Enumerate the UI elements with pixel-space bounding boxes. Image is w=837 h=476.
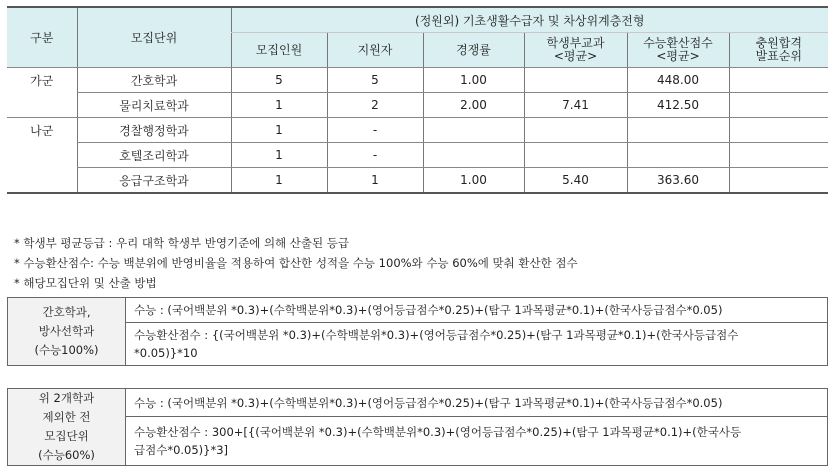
cell-gpa [524, 143, 627, 168]
cell-quota: 1 [231, 118, 327, 143]
cell-gpa [524, 118, 627, 143]
cell-quota: 1 [231, 168, 327, 194]
table-row [7, 118, 828, 143]
admission-results-table [7, 6, 828, 194]
notes [14, 233, 578, 293]
cell-gpa [524, 68, 627, 93]
formula-table-suneung60 [7, 388, 828, 466]
cell-ratio: 1.00 [423, 68, 524, 93]
cell-rank [729, 143, 828, 168]
note-line: * 해당모집단위 및 산출 방법 [14, 276, 157, 290]
header-quota: 모집인원 [231, 33, 327, 68]
cell-dept: 물리치료학과 [77, 93, 231, 118]
table-row [7, 68, 828, 93]
header-group-title: (정원외) 기초생활수급자 및 차상위계층전형 [231, 7, 828, 33]
header-ratio: 경쟁률 [423, 33, 524, 68]
header-dept: 모집단위 [77, 7, 231, 68]
cell-csat [627, 118, 729, 143]
cell-group: 가군 [30, 73, 54, 88]
table-row [7, 143, 828, 168]
cell-rank [729, 68, 828, 93]
header-additional-rank: 충원합격 발표순위 [729, 33, 828, 68]
cell-quota: 1 [231, 93, 327, 118]
header-csat-avg: 수능환산점수 <평균> [627, 33, 729, 68]
cell-ratio [423, 143, 524, 168]
cell-applicants: 5 [327, 68, 423, 93]
note-line: * 수능환산점수: 수능 백분위에 반영비율을 적용하여 합산한 성적을 수능 100%와 수능 60%에 맞춰 환산한 점수 [14, 256, 578, 270]
cell-ratio: 2.00 [423, 93, 524, 118]
header-gpa-avg: 학생부교과 <평균> [524, 33, 627, 68]
cell-applicants: - [327, 118, 423, 143]
cell-csat: 448.00 [627, 68, 729, 93]
cell-applicants: 1 [327, 168, 423, 194]
header-applicants: 지원자 [327, 33, 423, 68]
formula-converted-score: 수능환산점수 : 300+[{(국어백분위 *0.3)+(수학백분위*0.3)+(영어등급점수*0.25)+(탐구 1과목평균*0.1)+(한국사등 급점수*0.05)}*3] [126, 417, 828, 466]
formula-table-suneung100 [7, 297, 828, 366]
cell-gpa: 7.41 [524, 93, 627, 118]
cell-group [7, 168, 77, 194]
formula-converted-score: 수능환산점수 : {(국어백분위 *0.3)+(수학백분위*0.3)+(영어등급점수*0.25)+(탐구 1과목평균*0.1)+(한국사등급점수 *0.05)}*10 [126, 323, 828, 366]
cell-quota: 5 [231, 68, 327, 93]
formula-label: 위 2개학과 제외한 전 모집단위 (수능60%) [8, 389, 126, 466]
formula-suneung: 수능 : (국어백분위 *0.3)+(수학백분위*0.3)+(영어등급점수*0.25)+(탐구 1과목평균*0.1)+(한국사등급점수*0.05) [126, 298, 828, 323]
cell-gpa: 5.40 [524, 168, 627, 194]
header-gubun: 구분 [7, 7, 77, 68]
cell-csat [627, 143, 729, 168]
cell-dept: 간호학과 [77, 68, 231, 93]
cell-ratio: 1.00 [423, 168, 524, 194]
cell-dept: 호텔조리학과 [77, 143, 231, 168]
cell-quota: 1 [231, 143, 327, 168]
cell-dept: 응급구조학과 [77, 168, 231, 194]
cell-ratio [423, 118, 524, 143]
note-line: * 학생부 평균등급 : 우리 대학 학생부 반영기준에 의해 산출된 등급 [14, 236, 350, 250]
cell-group [7, 93, 77, 118]
cell-rank [729, 93, 828, 118]
cell-dept: 경찰행정학과 [77, 118, 231, 143]
table-row [7, 93, 828, 118]
cell-applicants: 2 [327, 93, 423, 118]
cell-rank [729, 168, 828, 194]
formula-suneung: 수능 : (국어백분위 *0.3)+(수학백분위*0.3)+(영어등급점수*0.25)+(탐구 1과목평균*0.1)+(한국사등급점수*0.05) [126, 389, 828, 417]
table-row [7, 168, 828, 194]
cell-applicants: - [327, 143, 423, 168]
cell-group: 나군 [30, 123, 54, 138]
cell-group [7, 143, 77, 168]
cell-csat: 412.50 [627, 93, 729, 118]
cell-rank [729, 118, 828, 143]
formula-label: 간호학과, 방사선학과 (수능100%) [8, 298, 126, 366]
cell-csat: 363.60 [627, 168, 729, 194]
